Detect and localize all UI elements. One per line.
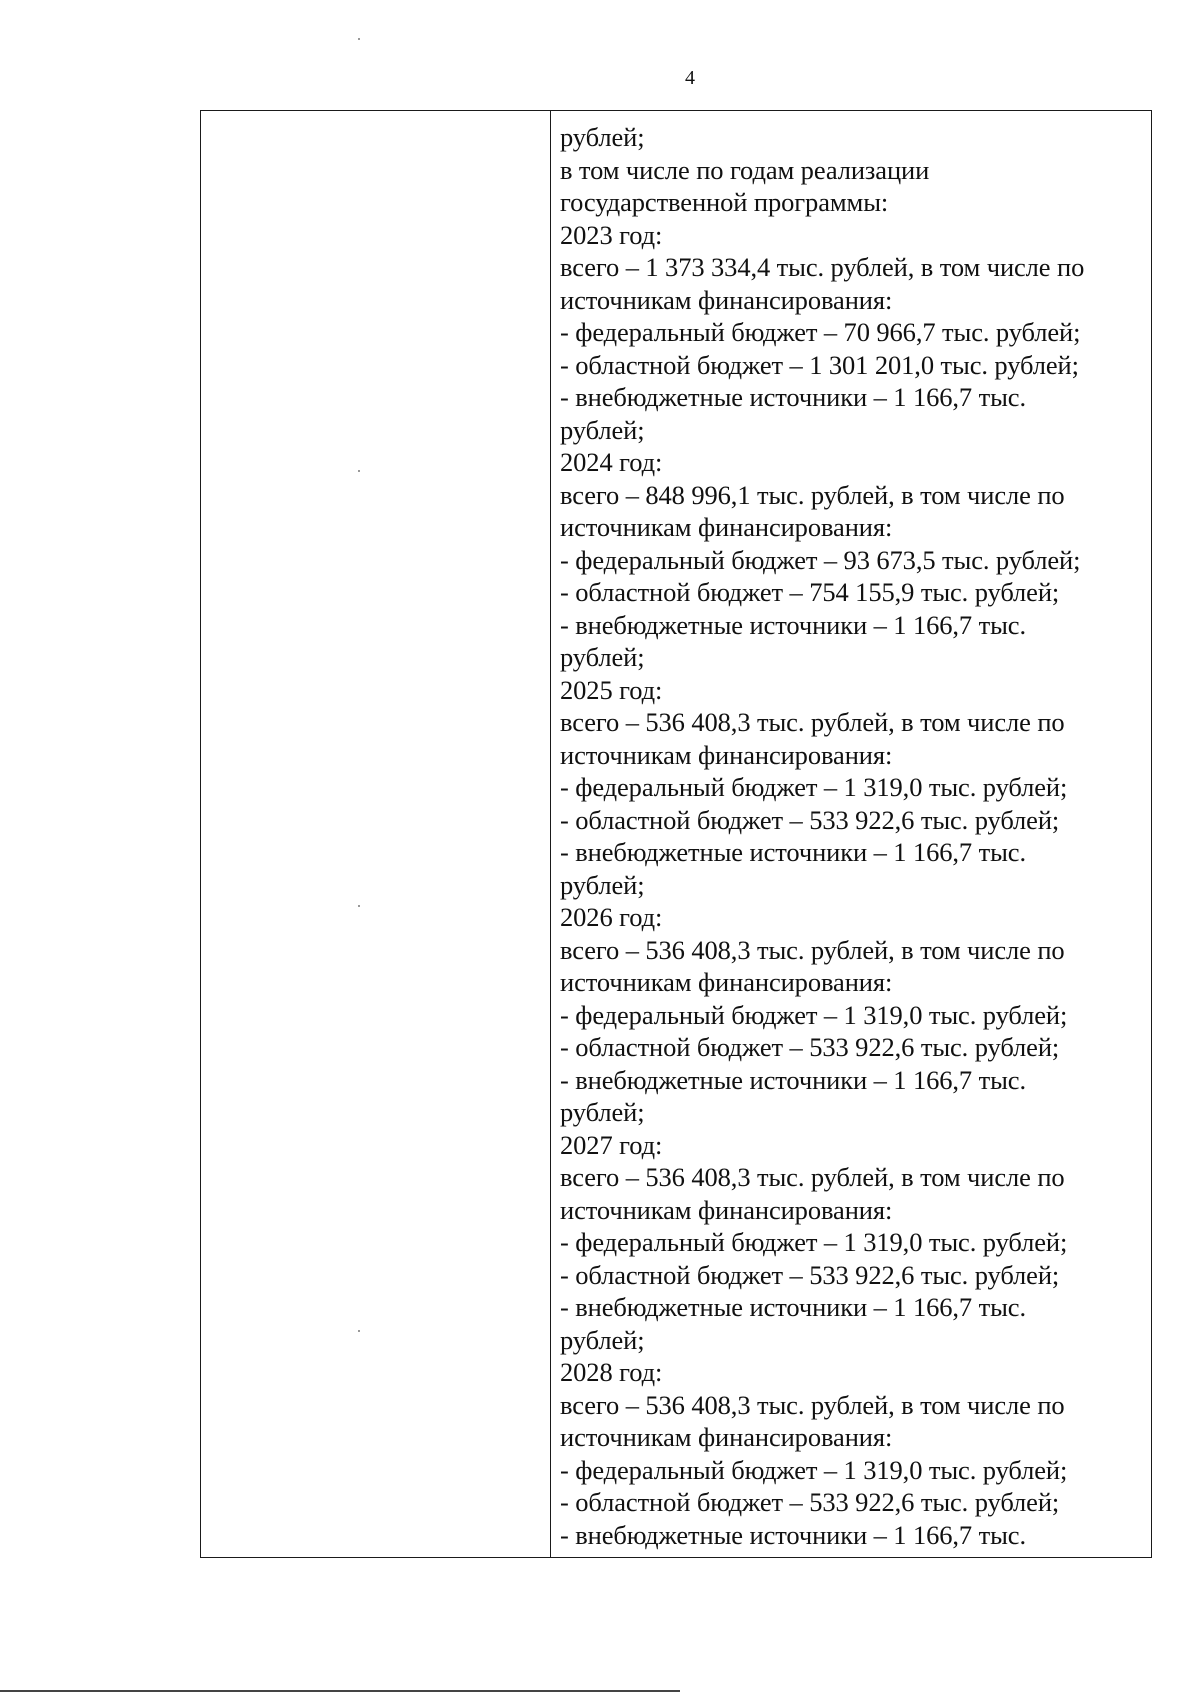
table-text-line: всего – 536 408,3 тыс. рублей, в том числе по — [560, 934, 1065, 965]
table-text-line: всего – 1 373 334,4 тыс. рублей, в том числе по — [560, 252, 1085, 282]
table-text-line: всего – 848 996,1 тыс. рублей, в том числе по — [560, 479, 1065, 510]
table-text-line: 2023 год: — [560, 219, 663, 250]
funding-table — [200, 110, 1152, 1558]
table-text-line: всего – 536 408,3 тыс. рублей, в том числе по — [560, 1162, 1065, 1192]
table-text-line: 2025 год: — [560, 674, 663, 705]
table-text-line: - федеральный бюджет – 93 673,5 тыс. рублей; — [560, 544, 1081, 575]
table-text-line: рублей; — [560, 642, 645, 672]
table-left-cell — [201, 111, 551, 1557]
table-text-line: - внебюджетные источники – 1 166,7 тыс. — [560, 1519, 1026, 1550]
table-text-line: 2024 год: — [560, 447, 663, 477]
table-text-line: рублей; — [560, 414, 645, 445]
table-text-line: источникам финансирования: — [560, 1194, 893, 1225]
table-text-line: источникам финансирования: — [560, 739, 893, 770]
table-text-line: источникам финансирования: — [560, 1422, 893, 1452]
table-text-line: рублей; — [560, 869, 645, 900]
table-text-line: - федеральный бюджет – 1 319,0 тыс. рублей; — [560, 1227, 1068, 1257]
table-text-line: - областной бюджет – 754 155,9 тыс. рублей; — [560, 577, 1060, 607]
scan-edge-line — [0, 1690, 680, 1692]
scan-speck — [358, 38, 360, 40]
scan-speck — [358, 1330, 360, 1332]
table-text-line: - внебюджетные источники – 1 166,7 тыс. — [560, 837, 1026, 867]
table-text-line: рублей; — [560, 1097, 645, 1127]
table-text-line: 2027 год: — [560, 1129, 663, 1160]
table-text-line: - внебюджетные источники – 1 166,7 тыс. — [560, 382, 1026, 412]
table-text-line: - внебюджетные источники – 1 166,7 тыс. — [560, 1064, 1026, 1095]
table-text-line: - областной бюджет – 533 922,6 тыс. рублей; — [560, 804, 1060, 835]
table-text-line: источникам финансирования: — [560, 512, 893, 542]
table-text-line: - областной бюджет – 533 922,6 тыс. рублей; — [560, 1032, 1060, 1062]
table-text-line: 2026 год: — [560, 902, 663, 932]
table-text-line: источникам финансирования: — [560, 967, 893, 997]
table-text-line: государственной программы: — [560, 187, 889, 217]
table-text-line: - федеральный бюджет – 1 319,0 тыс. рублей; — [560, 772, 1068, 802]
table-text-line: рублей; — [560, 1324, 645, 1355]
table-text-line: - федеральный бюджет – 70 966,7 тыс. рублей; — [560, 317, 1081, 347]
table-text-line: в том числе по годам реализации — [560, 154, 930, 185]
scan-speck — [358, 905, 360, 907]
table-text-line: всего – 536 408,3 тыс. рублей, в том числе по — [560, 707, 1065, 737]
page-number: 4 — [685, 67, 695, 89]
table-text-line: - областной бюджет – 533 922,6 тыс. рублей; — [560, 1487, 1060, 1517]
table-text-line: - внебюджетные источники – 1 166,7 тыс. — [560, 609, 1026, 640]
table-text-line: - федеральный бюджет – 1 319,0 тыс. рублей; — [560, 999, 1068, 1030]
table-text-line: - внебюджетные источники – 1 166,7 тыс. — [560, 1292, 1026, 1322]
table-text-line: 2028 год: — [560, 1357, 663, 1387]
table-text-line: - федеральный бюджет – 1 319,0 тыс. рублей; — [560, 1454, 1068, 1485]
scan-speck — [358, 470, 360, 472]
table-text-line: - областной бюджет – 1 301 201,0 тыс. рублей; — [560, 349, 1079, 380]
table-text-line: рублей; — [560, 122, 645, 152]
table-text-line: всего – 536 408,3 тыс. рублей, в том числе по — [560, 1389, 1065, 1420]
table-right-cell — [551, 111, 1151, 1557]
table-text-line: - областной бюджет – 533 922,6 тыс. рублей; — [560, 1259, 1060, 1290]
table-text-line: источникам финансирования: — [560, 284, 893, 315]
